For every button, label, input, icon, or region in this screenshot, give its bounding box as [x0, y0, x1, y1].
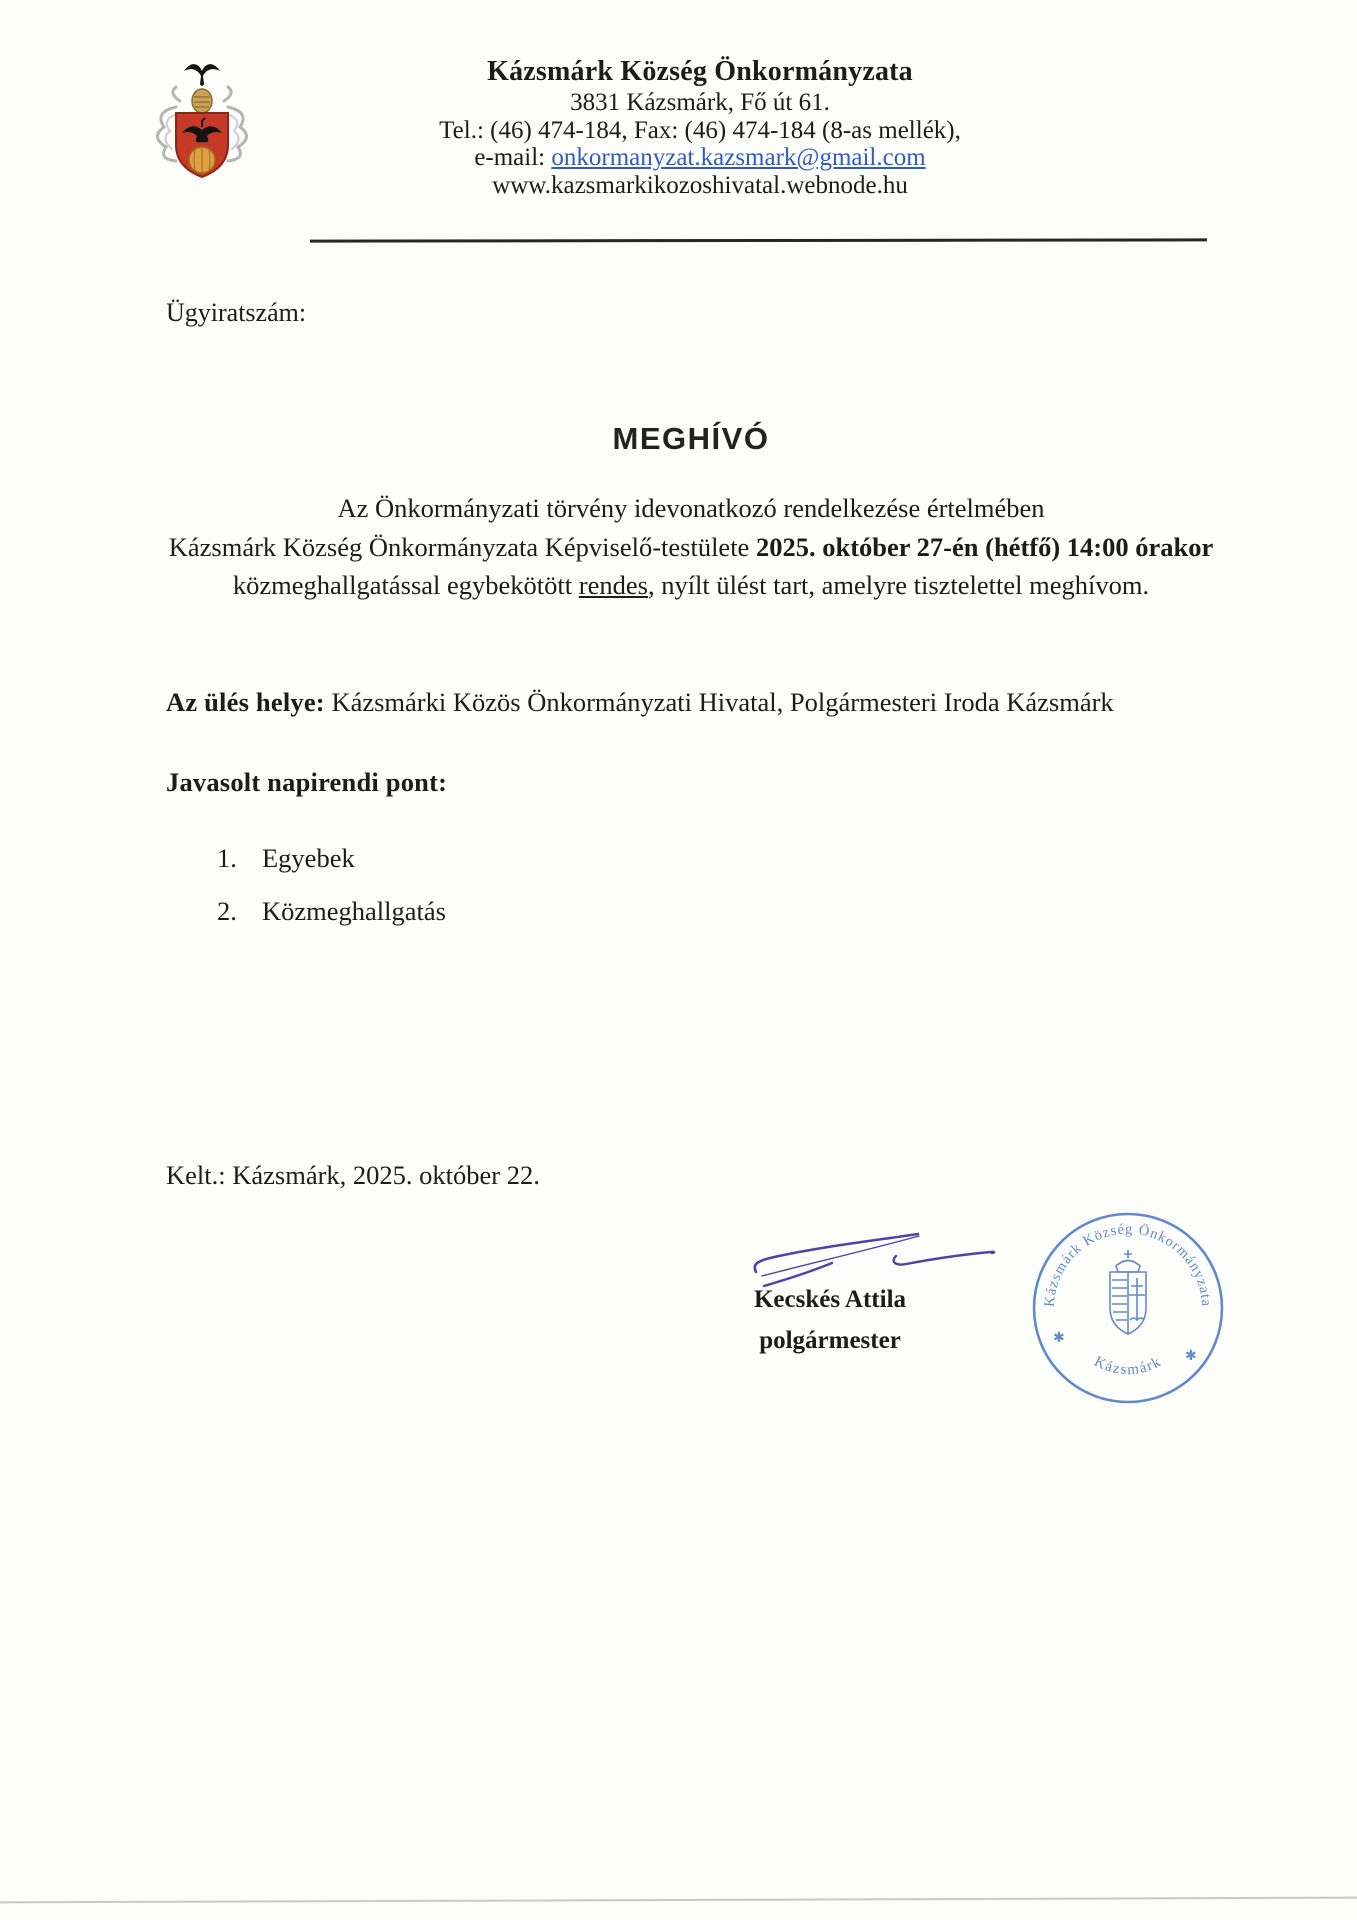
intro-line-2 [145, 528, 1237, 567]
signer-title: polgármester [759, 1327, 901, 1354]
stamp-star-right: ✱ [1185, 1349, 1197, 1364]
agenda-item-text: Egyebek [262, 843, 355, 873]
email-label: e-mail: [474, 144, 552, 171]
signature-block [730, 1286, 930, 1355]
agenda-item-number: 1. [217, 843, 237, 873]
agenda-heading: Javasolt napirendi pont: [166, 767, 448, 797]
svg-text:Kázsmárk [1091, 1354, 1164, 1379]
org-email-line [290, 144, 1110, 172]
meeting-datetime: 2025. október 27-én (hétfő) 14:00 órakor [755, 531, 1214, 562]
date-line: Kelt.: Kázsmárk, 2025. október 22. [166, 1160, 540, 1190]
case-number-label: Ügyiratszám: [166, 298, 307, 327]
org-name: Kázsmárk Község Önkormányzata [487, 56, 913, 87]
municipal-coat-of-arms-icon [146, 56, 258, 188]
official-round-stamp [1028, 1208, 1228, 1408]
org-phone-fax: Tel.: (46) 474-184, Fax: (46) 474-184 (8-as mellék), [439, 116, 961, 144]
stamp-star-left: ✱ [1053, 1331, 1065, 1346]
agenda-item [217, 843, 355, 874]
meeting-type-underlined: rendes [578, 570, 648, 601]
intro-line-3-post: , nyílt ülést tart, amelyre tisztelettel meghívom. [647, 570, 1150, 601]
intro-line-1: Az Önkormányzati törvény idevonatkozó rendelkezése értelmében [337, 493, 1045, 523]
org-address: 3831 Kázsmárk, Fő út 61. [570, 89, 830, 116]
coat-of-arms-graphic [146, 56, 258, 188]
venue-line [166, 687, 1114, 718]
signer-name: Kecskés Attila [753, 1286, 907, 1313]
stamp-coat-of-arms [1110, 1250, 1146, 1334]
letterhead [290, 57, 1110, 199]
venue-text: Kázsmárki Közös Önkormányzati Hivatal, Polgármesteri Iroda Kázsmárk [324, 687, 1114, 717]
intro-line-3-pre: közmeghallgatással egybekötött [232, 570, 579, 601]
agenda-item-text: Közmeghallgatás [262, 896, 446, 926]
stamp-bottom-text: Kázsmárk [1091, 1353, 1165, 1379]
venue-label: Az ülés helye: [166, 687, 325, 717]
handwritten-signature [748, 1228, 998, 1290]
org-website: www.kazsmarkikozoshivatal.webnode.hu [492, 171, 908, 199]
stamp-arc-text: Kázsmárk Község Önkormányzata [1041, 1221, 1215, 1308]
agenda-item [217, 896, 446, 927]
scanner-edge-artifact [0, 1897, 1357, 1904]
agenda-item-number: 2. [217, 896, 237, 926]
email-link[interactable]: onkormanyzat.kazsmark@gmail.com [551, 144, 926, 171]
intro-paragraph [145, 489, 1237, 605]
intro-line-3 [145, 566, 1237, 605]
header-divider [310, 238, 1207, 242]
document-title: MEGHÍVÓ [612, 421, 770, 456]
intro-line-2-text: Kázsmárk Község Önkormányzata Képviselő-testülete [168, 531, 756, 562]
